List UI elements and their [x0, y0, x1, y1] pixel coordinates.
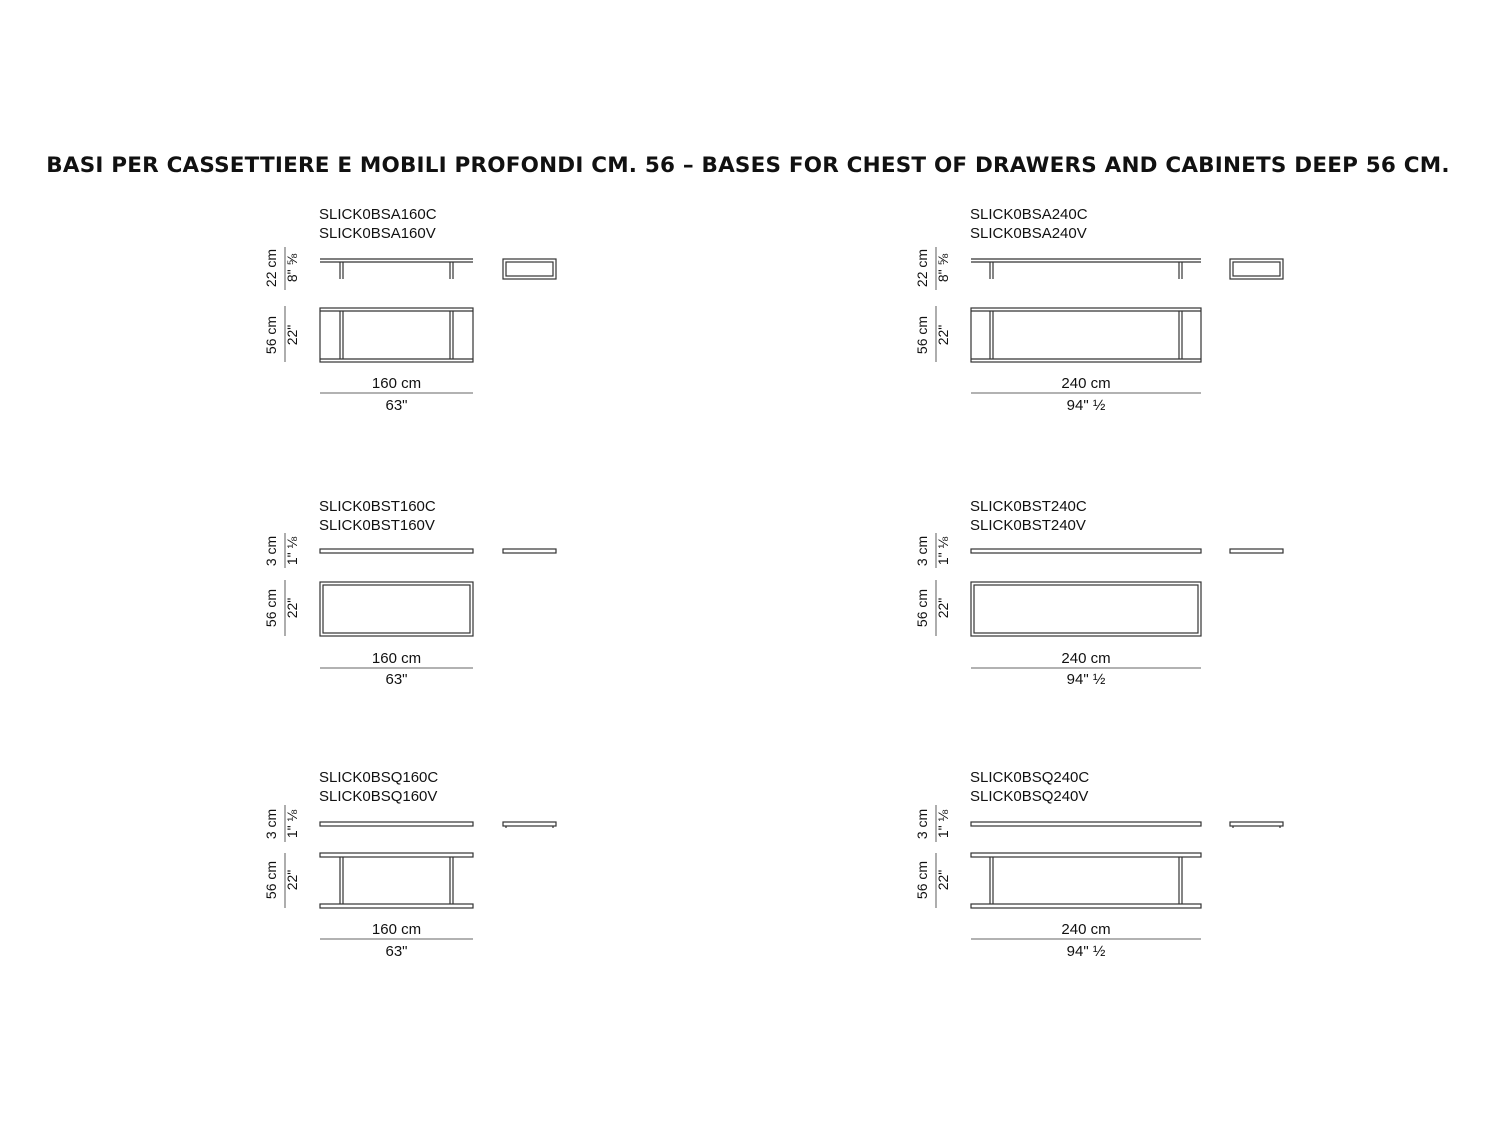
product-code: SLICK0BSQ160V: [319, 788, 438, 805]
product-code: SLICK0BST160V: [319, 517, 435, 534]
width-cm-label: 240 cm: [1061, 650, 1111, 667]
depth-in-label: 22": [935, 597, 951, 619]
product-code: SLICK0BSQ240V: [970, 788, 1089, 805]
depth-cm-label: 56 cm: [914, 860, 930, 900]
height-in-label: 1" ⅛: [284, 536, 300, 566]
height-in-label: 8" ⅝: [284, 253, 300, 283]
bsa160-front-view: [320, 259, 473, 279]
width-cm-label: 240 cm: [1061, 375, 1111, 392]
bst160-side-view: [503, 549, 556, 553]
bsq240-top-view: [971, 853, 1201, 908]
bsa240-side-view: [1230, 259, 1283, 279]
product-code-list: [970, 768, 1089, 806]
product-code-list: [319, 497, 436, 535]
width-in-label: 94" ½: [1066, 943, 1106, 960]
bst240-side-view: [1230, 549, 1283, 553]
depth-cm-label: 56 cm: [263, 588, 279, 628]
bst160-top-view: [320, 582, 473, 636]
depth-cm-label: 56 cm: [914, 588, 930, 628]
depth-in-label: 22": [935, 324, 951, 346]
bst160-front-view: [320, 549, 473, 553]
bsq160-dimension-lines: [285, 805, 473, 939]
depth-in-label: 22": [284, 324, 300, 346]
height-cm-label: 3 cm: [914, 535, 930, 567]
height-cm-label: 22 cm: [914, 248, 930, 288]
height-cm-label: 3 cm: [914, 808, 930, 840]
product-code: SLICK0BSA160C: [319, 206, 437, 223]
bst240-front-view: [971, 549, 1201, 553]
product-code: SLICK0BSA240V: [970, 225, 1087, 242]
product-code: SLICK0BST160C: [319, 498, 436, 515]
bsq160-front-view: [320, 822, 473, 826]
width-cm-label: 160 cm: [371, 921, 422, 938]
bsa160-side-view: [503, 259, 556, 279]
height-cm-label: 3 cm: [263, 808, 279, 840]
bsq240-dimension-lines: [936, 805, 1201, 939]
height-in-label: 1" ⅛: [935, 809, 951, 839]
product-code-list: [319, 205, 437, 243]
bsa160-top-view: [320, 308, 473, 362]
bsq160-side-view: [503, 822, 556, 828]
product-code-list: [319, 768, 438, 806]
bsq240-side-view: [1230, 822, 1283, 828]
width-cm-label: 240 cm: [1061, 921, 1111, 938]
depth-cm-label: 56 cm: [263, 860, 279, 900]
width-in-label: 63": [385, 943, 408, 960]
product-code-list: [970, 497, 1087, 535]
height-in-label: 1" ⅛: [284, 809, 300, 839]
bsa240-dimension-lines: [936, 247, 1201, 393]
width-cm-label: 160 cm: [371, 375, 422, 392]
product-code: SLICK0BSA160V: [319, 225, 436, 242]
height-cm-label: 3 cm: [263, 535, 279, 567]
height-in-label: 8" ⅝: [935, 253, 951, 283]
width-in-label: 94" ½: [1066, 397, 1106, 414]
depth-in-label: 22": [284, 869, 300, 891]
product-code: SLICK0BSQ160C: [319, 769, 439, 786]
depth-cm-label: 56 cm: [914, 315, 930, 355]
page-title: BASI PER CASSETTIERE E MOBILI PROFONDI CM. 56 – BASES FOR CHEST OF DRAWERS AND CABINETS DEEP 56 CM.: [46, 153, 1450, 178]
bsa240-front-view: [971, 259, 1201, 279]
width-in-label: 63": [385, 397, 408, 414]
bsq160-top-view: [320, 853, 473, 908]
width-in-label: 63": [385, 671, 408, 688]
depth-in-label: 22": [284, 597, 300, 619]
product-code: SLICK0BSQ240C: [970, 769, 1090, 786]
height-cm-label: 22 cm: [263, 248, 279, 288]
bsa240-top-view: [971, 308, 1201, 362]
depth-cm-label: 56 cm: [263, 315, 279, 355]
width-in-label: 94" ½: [1066, 671, 1106, 688]
bst240-top-view: [971, 582, 1201, 636]
product-code: SLICK0BSA240C: [970, 206, 1088, 223]
product-code: SLICK0BST240C: [970, 498, 1087, 515]
height-in-label: 1" ⅛: [935, 536, 951, 566]
bsq240-front-view: [971, 822, 1201, 826]
product-code: SLICK0BST240V: [970, 517, 1086, 534]
bsa160-dimension-lines: [285, 247, 473, 393]
width-cm-label: 160 cm: [371, 650, 422, 667]
product-code-list: [970, 205, 1088, 243]
depth-in-label: 22": [935, 869, 951, 891]
